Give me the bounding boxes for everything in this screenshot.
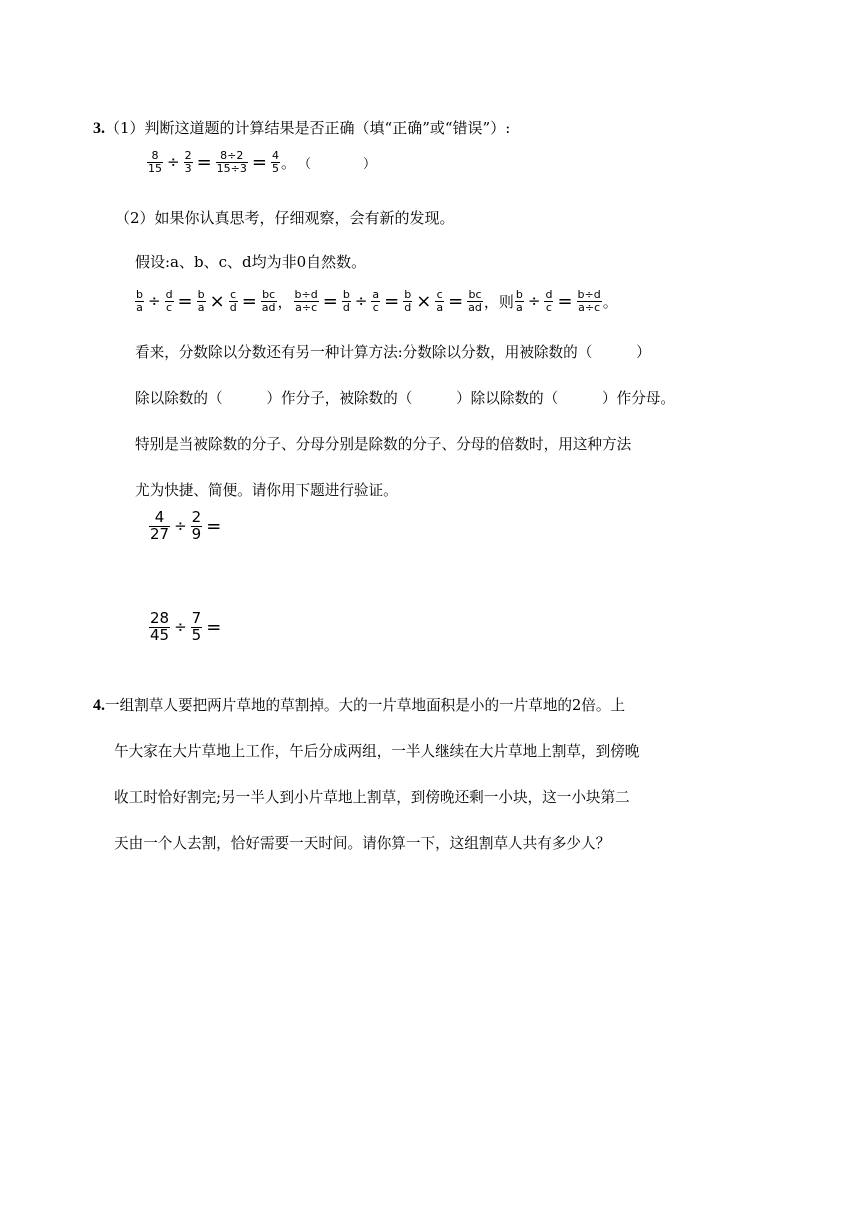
divide-sign: ÷ (527, 292, 541, 311)
equals-sign: = (384, 290, 400, 312)
equals-sign: = (196, 151, 212, 173)
answer-blank[interactable]: （ ） (298, 156, 377, 172)
divide-sign: ÷ (354, 292, 368, 311)
fraction: $\frac{a}{c}$ (372, 288, 380, 314)
fraction: $\frac{b}{a}$ (515, 288, 523, 314)
fraction: $\frac{2}{9}$ (191, 508, 202, 543)
equals-sign: = (557, 290, 573, 312)
q3-example-equation (146, 150, 376, 174)
q3-part1-text: （1）判断这道题的计算结果是否正确（填“正确”或“错误”）: (105, 119, 511, 137)
times-sign: × (209, 290, 225, 312)
q3-general-formula (134, 289, 618, 313)
divide-sign: ÷ (174, 618, 187, 637)
q3-explanation-line-2: 除以除数的（ ）作分子，被除数的（ ）除以除数的（ ）作分母。 (135, 390, 675, 407)
q3-explanation-line-3: 特别是当被除数的分子、分母分别是除数的分子、分母的倍数时，用这种方法 (135, 436, 632, 453)
fraction: $\frac{bc}{ad}$ (261, 288, 276, 314)
equals-sign: = (322, 290, 338, 312)
fraction: $\frac{8\div 2}{15\div 3}$ (216, 149, 247, 175)
comma: ， (277, 292, 293, 311)
equals-sign: = (251, 151, 267, 173)
period: 。 (280, 153, 296, 172)
fraction: $\frac{b\div d}{a\div c}$ (577, 288, 601, 314)
period: 。 (602, 292, 618, 311)
equals-sign: = (206, 616, 222, 638)
q4-line-1 (93, 694, 625, 715)
divide-sign: ÷ (147, 292, 161, 311)
equals-sign: = (177, 290, 193, 312)
q3-part1-line (93, 117, 510, 138)
fraction: $\frac{c}{a}$ (436, 288, 444, 314)
times-sign: × (416, 290, 432, 312)
q3-explanation-line-1: 看来，分数除以分数还有另一种计算方法:分数除以分数，用被除数的（ ） (135, 344, 651, 361)
fraction: $\frac{8}{15}$ (148, 149, 162, 175)
q4-text-line-3: 收工时恰好割完;另一半人到小片草地上割草，到傍晚还剩一小块，这一小块第二 (114, 789, 630, 806)
q3-exercise-1 (148, 510, 224, 543)
fraction: $\frac{d}{c}$ (545, 288, 553, 314)
q3-explanation-line-4: 尤为快捷、简便。请你用下题进行验证。 (135, 482, 398, 499)
equals-sign: = (206, 515, 222, 537)
fraction: $\frac{b}{d}$ (404, 288, 412, 314)
q4-number: 4. (93, 697, 105, 714)
q3-number: 3. (93, 120, 105, 137)
q3-exercise-2 (148, 611, 224, 644)
fraction: $\frac{b}{d}$ (342, 288, 350, 314)
q4-text-line-4: 天由一个人去割，恰好需要一天时间。请你算一下，这组割草人共有多少人？ (114, 835, 611, 852)
fraction: $\frac{28}{45}$ (150, 609, 170, 644)
q4-text-line-2: 午大家在大片草地上工作，午后分成两组，一半人继续在大片草地上割草，到傍晚 (114, 743, 640, 760)
fraction: $\frac{b}{a}$ (136, 288, 143, 314)
q4-text-line-1: 一组割草人要把两片草地的草割掉。大的一片草地面积是小的一片草地的2倍。上 (105, 697, 626, 714)
equals-sign: = (241, 290, 257, 312)
fraction: $\frac{d}{c}$ (165, 288, 173, 314)
fraction: $\frac{c}{d}$ (229, 288, 237, 314)
fraction: $\frac{b}{a}$ (197, 288, 205, 314)
fraction: $\frac{bc}{ad}$ (468, 288, 482, 314)
equals-sign: = (448, 290, 464, 312)
divide-sign: ÷ (167, 153, 180, 172)
fraction: $\frac{b\div d}{a\div c}$ (294, 288, 318, 314)
q3-part2-text: （2）如果你认真思考，仔细观察，会有新的发现。 (115, 209, 455, 227)
fraction: $\frac{4}{27}$ (150, 508, 170, 543)
divide-sign: ÷ (174, 517, 187, 536)
fraction: $\frac{7}{5}$ (191, 609, 202, 644)
conclusion-word: ，则 (483, 292, 514, 311)
fraction: $\frac{4}{5}$ (271, 149, 279, 175)
q3-assumption: 假设:a、b、c、d均为非0自然数。 (135, 253, 367, 271)
fraction: $\frac{2}{3}$ (184, 149, 192, 175)
